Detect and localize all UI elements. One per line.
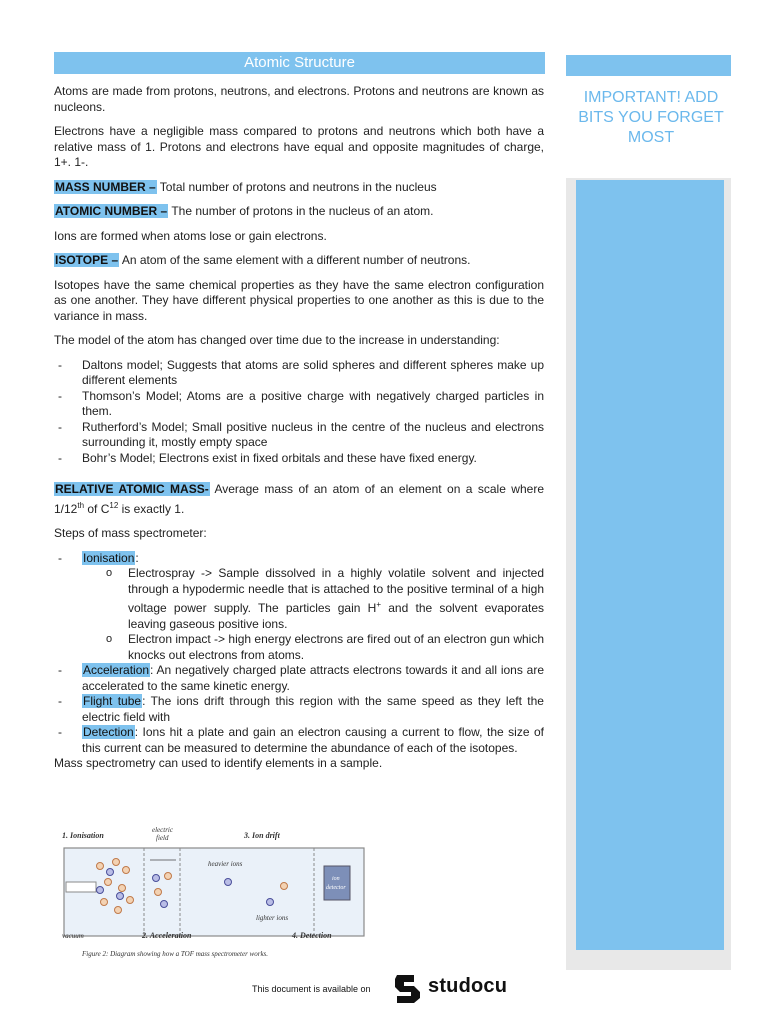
needle (66, 882, 96, 892)
electrospray-superscript: + (376, 600, 382, 609)
sidebar-heading: IMPORTANT! ADD BITS YOU FORGET MOST (578, 89, 724, 146)
label-electric: electric (152, 826, 173, 834)
ion (105, 879, 112, 886)
relative-atomic-mass-term: RELATIVE ATOMIC MASS- (55, 482, 209, 496)
atomic-models-list (54, 358, 544, 467)
ram-superscript: th (77, 500, 85, 510)
ion (153, 875, 160, 882)
mass-number-text: Total number of protons and neutrons in the nucleus (156, 179, 437, 194)
ion (113, 859, 120, 866)
studocu-brand[interactable]: studocu (428, 975, 508, 997)
ion (97, 887, 104, 894)
mass-number-term: MASS NUMBER – (55, 179, 156, 194)
ion (161, 901, 168, 908)
flight-tube-text: : The ions drift through this region with the same speed as they left the electric field with (82, 694, 544, 724)
acceleration-term: Acceleration (83, 663, 150, 677)
ram-text: of C (84, 501, 110, 516)
ions-sentence: Ions are formed when atoms lose or gain electrons. (54, 228, 327, 243)
mass-spectrometer-steps (54, 551, 544, 757)
ion (101, 899, 108, 906)
ion (155, 889, 162, 896)
atomic-number-term: ATOMIC NUMBER – (55, 204, 168, 218)
list-item: - Rutherford’s Model; Small positive nucleus in the centre of the nucleus and electrons surrounding it, mostly empty space (54, 420, 544, 451)
ion (267, 899, 274, 906)
list-item: - Daltons model; Suggests that atoms are solid spheres and different spheres make up different elements (54, 358, 544, 389)
model-intro: The model of the atom has changed over time due to the increase in understanding: (54, 333, 500, 347)
step-flight-tube (54, 694, 544, 725)
list-item (54, 566, 544, 632)
ion (119, 885, 126, 892)
label-lighter-ions: lighter ions (256, 914, 289, 922)
isotope-term: ISOTOPE – (55, 253, 119, 267)
detection-text: : Ions hit a plate and gain an electron causing a current to flow, the size of this current can be measured to determine the abundance of each of the isotopes. (82, 725, 544, 755)
label-field: field (156, 834, 169, 842)
atomic-number-definition (54, 204, 544, 220)
label-ion: ion (332, 876, 340, 882)
electrospray-text: Electrospray -> Sample dissolved in a highly volatile solvent and injected through a hypodermic needle that is attached to the positive terminal of a high voltage power supply. The particles gain H (128, 566, 544, 615)
figure-caption: Figure 2: Diagram showing how a TOF mass spectrometer works. (82, 950, 269, 958)
sidebar-notes-area[interactable] (576, 180, 724, 950)
label-detector: detector (326, 885, 346, 891)
list-item: o Electron impact -> high energy electrons are fired out of an electron gun which knocks out electrons from atoms. (54, 632, 544, 663)
ram-superscript: 12 (109, 500, 119, 510)
isotope-text: An atom of the same element with a different number of neutrons. (119, 253, 471, 267)
ram-text: Average mass of an atom of an element on a scale where 1/12 (54, 482, 544, 516)
mass-spec-use: Mass spectrometry can used to identify elements in a sample. (54, 756, 383, 770)
intro-paragraph: Atoms are made from protons, neutrons, and electrons. Protons and neutrons are known as nucleons. (54, 84, 544, 114)
label-ion-drift: 3. Ion drift (244, 831, 280, 840)
ionisation-term: Ionisation (83, 550, 135, 565)
ion (165, 873, 172, 880)
list-item: - Bohr’s Model; Electrons exist in fixed orbitals and these have fixed energy. (54, 451, 544, 467)
ion (117, 893, 124, 900)
step-ionisation (54, 551, 544, 664)
title-bar (54, 52, 545, 74)
step-detection (54, 725, 544, 756)
acceleration-text: : An negatively charged plate attracts electrons towards it and all ions are accelerated to the same kinetic energy. (82, 663, 544, 693)
ion (123, 867, 130, 874)
ion (281, 883, 288, 890)
ion (115, 907, 122, 914)
flight-tube-term: Flight tube (83, 694, 142, 708)
ion (225, 879, 232, 886)
list-item: - Thomson’s Model; Atoms are a positive charge with negatively charged particles in them. (54, 389, 544, 420)
label-detection: 4. Detection (292, 931, 332, 940)
intro-paragraph: Electrons have a negligible mass compared to protons and neutrons which both have a relative mass of 1. Protons and electrons have equal and opposite magnitudes of charge, 1+. 1-. (54, 124, 544, 169)
ionisation-methods (54, 566, 544, 663)
ion (107, 869, 114, 876)
page-title: Atomic Structure (244, 54, 355, 71)
mass-spectrometer-diagram (60, 826, 390, 962)
atomic-number-text: The number of protons in the nucleus of an atom. (168, 204, 434, 218)
mass-number-definition (54, 180, 544, 196)
ion (97, 863, 104, 870)
electrospray-text: and the solvent evaporates leaving gaseous positive ions. (128, 601, 544, 631)
ionisation-text: : (135, 550, 139, 565)
label-ionisation: 1. Ionisation (62, 831, 104, 840)
relative-atomic-mass-definition (54, 482, 544, 517)
steps-heading: Steps of mass spectrometer: (54, 526, 207, 540)
label-acceleration: 2. Acceleration (142, 931, 192, 940)
ion-detector-box (324, 866, 350, 900)
ram-text: is exactly 1. (118, 501, 185, 516)
studocu-logo-icon (395, 975, 420, 1003)
footer-text: This document is available on (252, 984, 371, 994)
sidebar-header-bar (566, 55, 731, 76)
notes-body (54, 84, 544, 781)
label-vacuum: vacuum (62, 932, 84, 940)
label-heavier-ions: heavier ions (208, 860, 243, 868)
isotope-definition (54, 253, 544, 269)
step-acceleration (54, 663, 544, 694)
ion (127, 897, 134, 904)
detection-term: Detection (83, 725, 134, 739)
isotope-properties: Isotopes have the same chemical properties as they have the same electron configuration as one another. They have different physical properties to one another as this is due to the variance in mass. (54, 277, 544, 323)
